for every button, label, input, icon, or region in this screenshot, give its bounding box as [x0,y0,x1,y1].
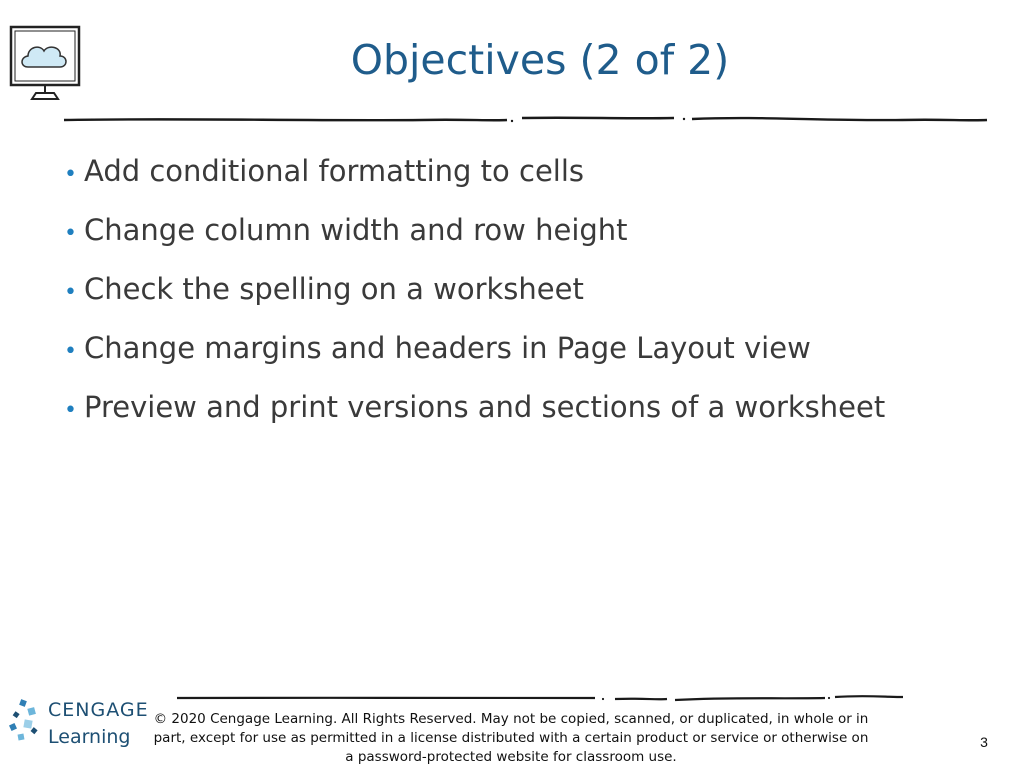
list-item-text: Change column width and row height [84,213,628,247]
page-number: 3 [980,734,988,750]
bullet-icon: • [64,280,77,305]
cengage-logo-icon [6,694,46,752]
bullet-icon: • [64,162,77,187]
bullet-icon: • [64,398,77,423]
list-item [64,390,984,449]
footer-divider [175,692,905,706]
list-item [64,154,984,213]
list-item [64,331,984,390]
bullet-icon: • [64,339,77,364]
cloud-monitor-icon [8,25,82,103]
page-title: Objectives (2 of 2) [350,36,730,84]
list-item-text: Add conditional formatting to cells [84,154,585,188]
list-item-text: Change margins and headers in Page Layout view [84,331,811,365]
copyright-notice: © 2020 Cengage Learning. All Rights Reserved. May not be copied, scanned, or duplicated, in whole or in part, except for use as permitted in a license distributed with a certain product or service or otherwise on a password-protected website for classroom use. [153,711,869,765]
list-item [64,272,984,331]
logo-text-cengage: CENGAGE [48,699,149,721]
list-item [64,213,984,272]
list-item-text: Preview and print versions and sections of a worksheet [84,390,886,424]
logo-text-learning: Learning [48,726,131,748]
list-item-text: Check the spelling on a worksheet [84,272,584,306]
bullet-icon: • [64,221,77,246]
cengage-logo [6,694,151,756]
objectives-list [64,154,984,449]
title-divider [62,112,990,128]
